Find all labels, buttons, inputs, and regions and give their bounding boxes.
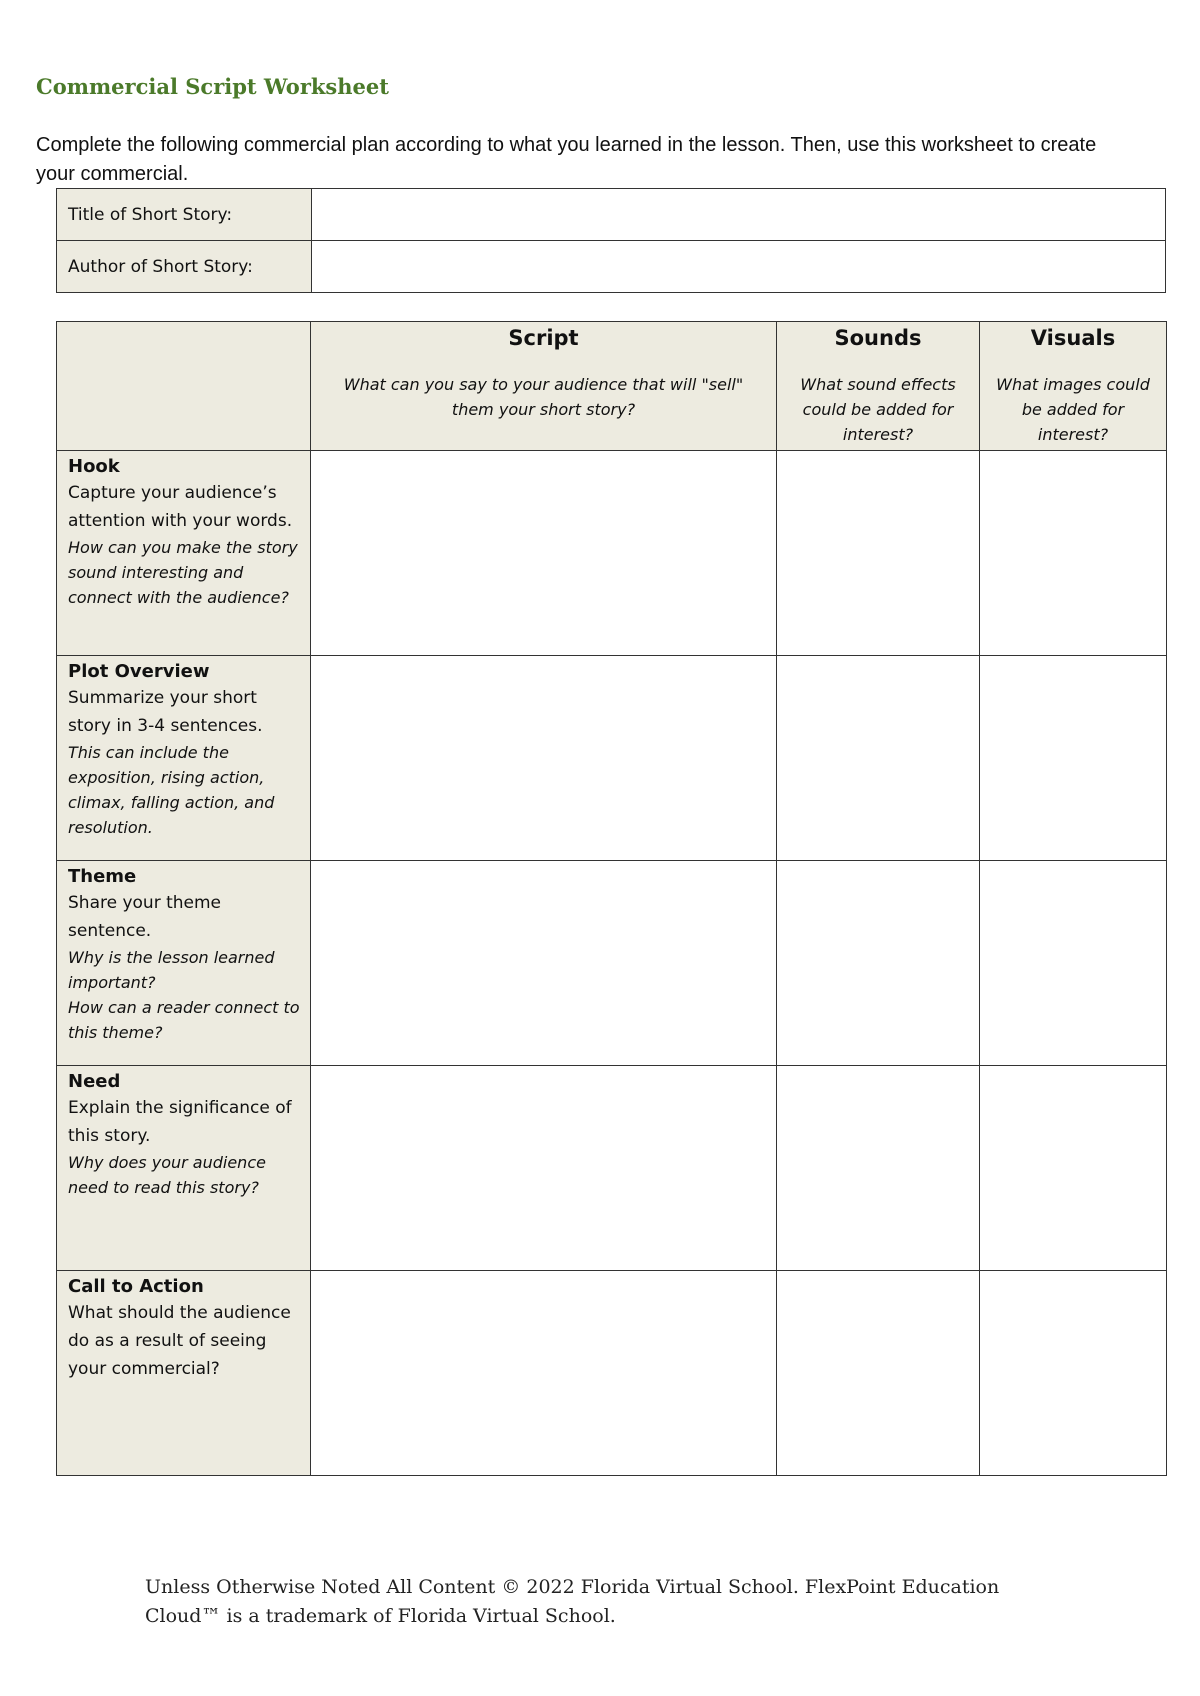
call-to-action-label-cell: [57, 1271, 311, 1476]
plot-overview-prompt: This can include the exposition, rising action, climax, falling action, and resolution.: [68, 743, 275, 837]
hook-script-cell[interactable]: [311, 451, 777, 656]
call-to-action-description: What should the audience do as a result of seeing your commercial?: [68, 1303, 291, 1379]
visuals-column-header: [980, 322, 1167, 451]
need-description: Explain the significance of this story.: [68, 1098, 292, 1146]
call-to-action-visuals-cell[interactable]: [980, 1271, 1167, 1476]
hook-label-cell: [57, 451, 311, 656]
need-prompt: Why does your audience need to read this story?: [68, 1153, 266, 1197]
call-to-action-heading: Call to Action: [68, 1276, 204, 1297]
story-info-table: [56, 188, 1166, 293]
copyright-footer: Unless Otherwise Noted All Content © 2022 Florida Virtual School. FlexPoint Education Cloud™ is a trademark of Florida Virtual School.: [145, 1576, 1000, 1627]
story-title-field[interactable]: [312, 189, 1166, 241]
story-author-row: [57, 241, 1166, 293]
script-heading: Script: [508, 326, 579, 350]
hook-description: Capture your audience’s attention with your words.: [68, 483, 293, 531]
sounds-heading: Sounds: [834, 326, 922, 350]
script-prompt: What can you say to your audience that will "sell" them your short story?: [343, 375, 744, 419]
story-title-label: Title of Short Story:: [57, 189, 312, 241]
story-title-row: [57, 189, 1166, 241]
theme-row: [57, 861, 1167, 1066]
visuals-heading: Visuals: [1030, 326, 1116, 350]
story-author-field[interactable]: [312, 241, 1166, 293]
theme-visuals-cell[interactable]: [980, 861, 1167, 1066]
hook-prompt: How can you make the story sound interesting and connect with the audience?: [68, 538, 298, 607]
call-to-action-sounds-cell[interactable]: [777, 1271, 980, 1476]
instructions-text: Complete the following commercial plan according to what you learned in the lesson. Then, use this worksheet to create your commercial.: [36, 134, 1097, 185]
visuals-prompt: What images could be added for interest?: [996, 375, 1150, 444]
plot-overview-visuals-cell[interactable]: [980, 656, 1167, 861]
plot-overview-sounds-cell[interactable]: [777, 656, 980, 861]
theme-prompt: Why is the lesson learned important? How can a reader connect to this theme?: [68, 948, 300, 1042]
need-heading: Need: [68, 1071, 121, 1092]
hook-heading: Hook: [68, 456, 120, 477]
call-to-action-script-cell[interactable]: [311, 1271, 777, 1476]
page-title: Commercial Script Worksheet: [36, 74, 389, 99]
need-visuals-cell[interactable]: [980, 1066, 1167, 1271]
plot-overview-label-cell: [57, 656, 311, 861]
hook-visuals-cell[interactable]: [980, 451, 1167, 656]
story-author-label: Author of Short Story:: [57, 241, 312, 293]
plot-overview-script-cell[interactable]: [311, 656, 777, 861]
plot-overview-description: Summarize your short story in 3-4 sentences.: [68, 688, 263, 736]
theme-label-cell: [57, 861, 311, 1066]
theme-description: Share your theme sentence.: [68, 893, 222, 941]
header-row: [57, 322, 1167, 451]
theme-sounds-cell[interactable]: [777, 861, 980, 1066]
script-column-header: [311, 322, 777, 451]
theme-script-cell[interactable]: [311, 861, 777, 1066]
header-corner-cell: [57, 322, 311, 451]
commercial-plan-table: [56, 321, 1167, 1476]
call-to-action-row: [57, 1271, 1167, 1476]
need-script-cell[interactable]: [311, 1066, 777, 1271]
sounds-prompt: What sound effects could be added for interest?: [800, 375, 956, 444]
plot-overview-row: [57, 656, 1167, 861]
sounds-column-header: [777, 322, 980, 451]
hook-row: [57, 451, 1167, 656]
need-sounds-cell[interactable]: [777, 1066, 980, 1271]
theme-heading: Theme: [68, 866, 137, 887]
need-row: [57, 1066, 1167, 1271]
hook-sounds-cell[interactable]: [777, 451, 980, 656]
plot-overview-heading: Plot Overview: [68, 661, 210, 682]
need-label-cell: [57, 1066, 311, 1271]
